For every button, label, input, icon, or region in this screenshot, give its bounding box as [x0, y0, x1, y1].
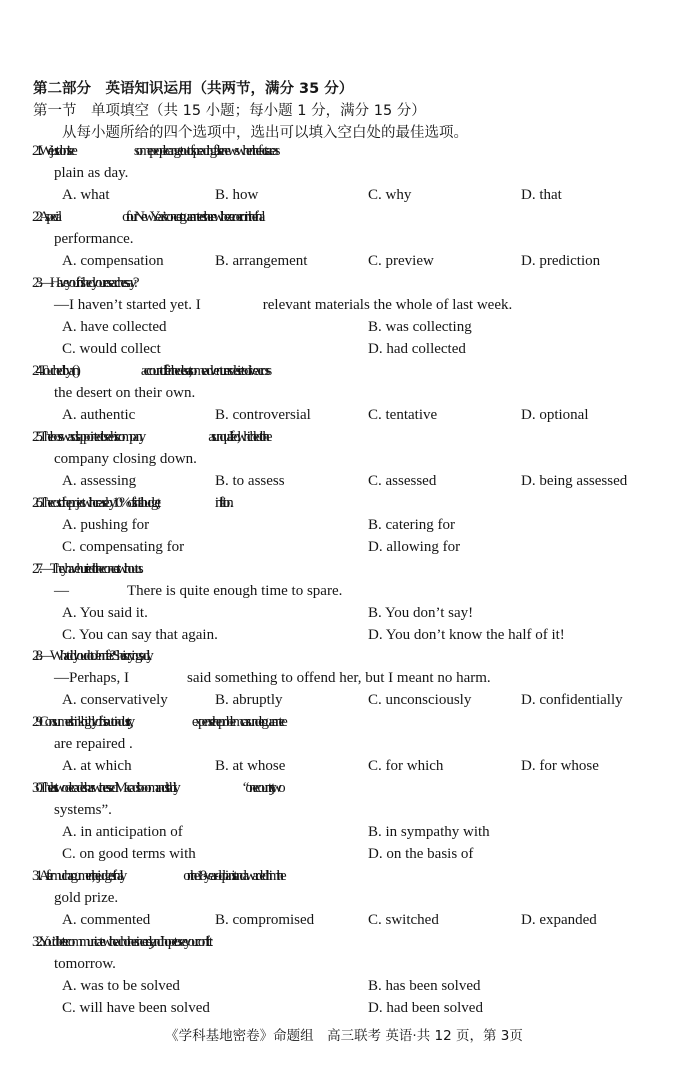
question-24	[32, 360, 656, 426]
option-c[interactable]: C. switched	[368, 912, 439, 928]
question-21	[32, 140, 656, 206]
option-a[interactable]: A. compensation	[62, 253, 164, 269]
stem-continuation: gold prize.	[54, 890, 119, 906]
question-number: 27.	[32, 561, 39, 577]
dialogue-line	[32, 580, 656, 602]
stem-text: Consumers think highly of this auto industry,	[38, 714, 130, 730]
stem-continuation: company closing down.	[54, 451, 197, 467]
question-number: 21.	[32, 143, 39, 159]
question-32	[32, 931, 656, 1019]
page-footer: 《学科基地密卷》命题组 高三联考 英语·共 12 页，第 3页	[165, 1028, 523, 1044]
option-d[interactable]: D. that	[521, 187, 562, 203]
question-number: 29.	[32, 714, 39, 730]
option-a[interactable]: A. You said it.	[62, 605, 148, 621]
stem-continuation: plain as day.	[54, 165, 129, 181]
part-heading: 第二部分 英语知识运用（共两节，满分 35 分）	[33, 81, 354, 97]
option-b[interactable]: B. has been solved	[368, 978, 481, 994]
option-b[interactable]: B. catering for	[368, 517, 456, 533]
question-stem	[32, 558, 656, 580]
option-d[interactable]: D. had collected	[368, 341, 466, 357]
option-b[interactable]: B. compromised	[215, 912, 315, 928]
question-31	[32, 865, 656, 931]
option-a[interactable]: A. commented	[62, 912, 151, 928]
stem-continuation: systems”.	[54, 802, 112, 818]
option-a[interactable]: A. conservatively	[62, 692, 168, 708]
option-a[interactable]: A. pushing for	[62, 517, 150, 533]
stem-text: We just don’t see	[38, 143, 74, 159]
stem-text: on the 18-year-old pianist and awarded him the	[183, 868, 283, 884]
option-a[interactable]: A. what	[62, 187, 110, 203]
question-number: 24.	[32, 363, 39, 379]
stem-text: —Perhaps, I	[54, 670, 129, 686]
dialogue-line	[32, 294, 656, 316]
options-row	[32, 514, 656, 536]
stem-text: some people can get out of spreading false news when the facts are as	[133, 143, 277, 159]
option-d[interactable]: D. prediction	[521, 253, 601, 269]
options-row	[32, 624, 656, 646]
options-row	[32, 909, 656, 931]
options-row	[32, 536, 656, 558]
option-c[interactable]: C. assessed	[368, 473, 437, 489]
option-b[interactable]: B. how	[215, 187, 259, 203]
options-row	[32, 404, 656, 426]
option-c[interactable]: C. tentative	[368, 407, 438, 423]
options-row	[32, 316, 656, 338]
stem-continuation: tomorrow.	[54, 956, 116, 972]
option-c[interactable]: C. You can say that again.	[62, 627, 218, 643]
options-row	[32, 755, 656, 777]
stem-text: said something to offend her, but I meant no harm.	[187, 670, 491, 686]
question-25	[32, 426, 656, 492]
stem-text: —They have hurried to the concert without us.	[38, 561, 140, 577]
question-stem	[32, 645, 656, 667]
options-row	[32, 997, 656, 1019]
stem-text: There is quite enough time to spare.	[127, 583, 343, 599]
question-stem	[32, 426, 656, 448]
question-number: 26.	[32, 495, 39, 511]
option-b[interactable]: B. in sympathy with	[368, 824, 490, 840]
question-number: 31.	[32, 868, 39, 884]
option-c[interactable]: C. would collect	[62, 341, 161, 357]
question-number: 30.	[32, 780, 39, 796]
stem-text: —I haven’t started yet. I	[54, 297, 201, 313]
options-row	[32, 821, 656, 843]
option-d[interactable]: D. for whose	[521, 758, 599, 774]
dialogue-line	[32, 667, 656, 689]
option-d[interactable]: D. allowing for	[368, 539, 461, 555]
option-a[interactable]: A. in anticipation of	[62, 824, 183, 840]
question-number: 25.	[32, 429, 39, 445]
question-stem	[32, 777, 656, 799]
stem-continuation: are repaired .	[54, 736, 133, 752]
option-d[interactable]: D. expanded	[521, 912, 597, 928]
options-row	[32, 689, 656, 711]
option-a[interactable]: A. have collected	[62, 319, 167, 335]
option-b[interactable]: B. at whose	[215, 758, 286, 774]
question-number: 28.	[32, 648, 39, 664]
question-23	[32, 272, 656, 360]
stem-text: as unqualified, which led to the	[208, 429, 269, 445]
section-heading: 第一节 单项填空（共 15 小题；每小题 1 分，满分 15 分）	[33, 103, 426, 119]
question-29	[32, 711, 656, 777]
question-stem	[32, 206, 656, 228]
option-c[interactable]: C. will have been solved	[62, 1000, 210, 1016]
question-stem	[32, 360, 656, 382]
option-d[interactable]: D. had been solved	[368, 1000, 483, 1016]
option-b[interactable]: B. was collecting	[368, 319, 472, 335]
question-stem	[32, 140, 656, 162]
option-b[interactable]: B. controversial	[215, 407, 311, 423]
option-b[interactable]: B. arrangement	[215, 253, 308, 269]
stem-continuation: performance.	[54, 231, 134, 247]
stem-text: You’d better communicate with each other sincerely, and I hope to see your conflict	[38, 934, 210, 950]
question-22	[32, 206, 656, 272]
question-stem	[32, 272, 656, 294]
options-row	[32, 250, 656, 272]
stem-text: account of life in the desert, some adventurers desire to drive across	[140, 363, 269, 379]
option-a[interactable]: A. at which	[62, 758, 132, 774]
option-c[interactable]: C. on good terms with	[62, 846, 196, 862]
stem-text: —	[54, 583, 69, 599]
option-c[interactable]: C. unconsciously	[368, 692, 472, 708]
instructions: 从每小题所给的四个选项中，选出可以填入空白处的最佳选项。	[62, 125, 468, 141]
options-row	[32, 184, 656, 206]
question-number: 32.	[32, 934, 39, 950]
option-b[interactable]: B. You don’t say!	[368, 605, 474, 621]
stem-text: The last two decades has witnessed Macao’s boom and stability	[38, 780, 177, 796]
stem-text: —Have you finished your research essay?	[38, 275, 136, 291]
option-c[interactable]: C. preview	[368, 253, 434, 269]
options-row	[32, 602, 656, 624]
option-c[interactable]: C. for which	[368, 758, 444, 774]
option-a[interactable]: A. authentic	[62, 407, 136, 423]
option-a[interactable]: A. was to be solved	[62, 978, 180, 994]
question-number: 23.	[32, 275, 39, 291]
options-row	[32, 843, 656, 865]
question-number: 22.	[32, 209, 39, 225]
stem-text: After much argument, the judges finally	[38, 868, 124, 884]
option-d[interactable]: D. being assessed	[521, 473, 628, 489]
options-row	[32, 975, 656, 997]
option-d[interactable]: D. You don’t know the half of it!	[368, 627, 565, 643]
option-d[interactable]: D. confidentially	[521, 692, 623, 708]
question-28	[32, 645, 656, 711]
question-stem	[32, 492, 656, 514]
option-b[interactable]: B. to assess	[215, 473, 285, 489]
stem-text: A special	[38, 209, 59, 225]
options-row	[32, 338, 656, 360]
option-a[interactable]: A. assessing	[62, 473, 137, 489]
option-c[interactable]: C. why	[368, 187, 412, 203]
question-stem	[32, 865, 656, 887]
stem-text: —What did you do to Jennifer? She is crying sadly.	[38, 648, 149, 664]
stem-text: expense the problem cars under guarantee	[191, 714, 284, 730]
option-b[interactable]: B. abruptly	[215, 692, 283, 708]
question-stem	[32, 711, 656, 733]
option-d[interactable]: D. optional	[521, 407, 589, 423]
stem-text: of our New Year’s concert guarantees there will be zero error in the final	[122, 209, 262, 225]
question-27	[32, 558, 656, 646]
question-26	[32, 492, 656, 558]
question-30	[32, 777, 656, 865]
options-row	[32, 470, 656, 492]
stem-text: The cost of the project will increase by 10% of its initial budget,	[38, 495, 157, 511]
stem-text: inflation.	[214, 495, 230, 511]
option-c[interactable]: C. compensating for	[62, 539, 185, 555]
stem-text: The boss was disappointed to see his company	[38, 429, 143, 445]
stem-continuation: the desert on their own.	[54, 385, 196, 401]
question-stem	[32, 931, 656, 953]
stem-text: “one country, two	[242, 780, 282, 796]
option-d[interactable]: D. on the basis of	[368, 846, 474, 862]
stem-text: relevant materials the whole of last week.	[262, 297, 513, 313]
stem-text: Touched by a(n)	[38, 363, 77, 379]
